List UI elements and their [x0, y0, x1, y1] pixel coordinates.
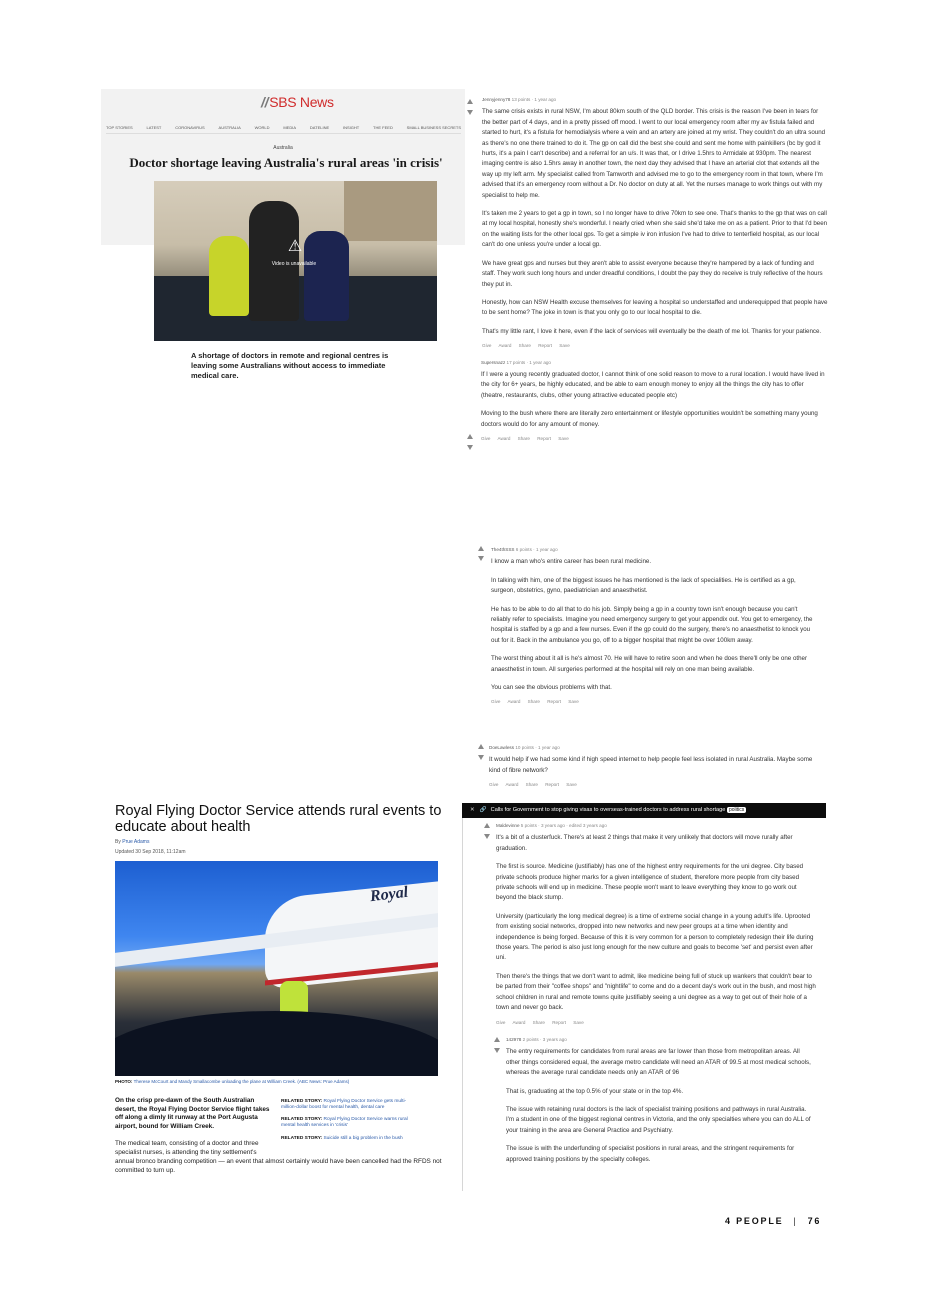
- comment-paragraph: The issue is with the underfunding of specialist positions in rural areas, and the stringent requirements for approved training positions by the specialty colleges.: [506, 1145, 795, 1163]
- reddit-comment: [506, 1035, 814, 1173]
- related-story-link[interactable]: RELATED STORY: Royal Flying Doctor Service gets multi-million-dollar boost for mental health, dental care: [281, 1099, 407, 1110]
- comment-actions[interactable]: Give Award Share Report Save: [496, 1019, 584, 1025]
- post-title[interactable]: Calls for Government to stop giving visas to overseas-trained doctors to address rural shortage: [490, 807, 726, 813]
- comment-author[interactable]: Supersnazz: [481, 359, 506, 365]
- photo-foreground-car: [115, 1011, 438, 1076]
- photo-cabinet: [344, 181, 437, 241]
- flair-badge[interactable]: politics: [728, 807, 745, 813]
- video-unavailable-text: Video is unavailable: [271, 261, 317, 267]
- comment-paragraph: It's a bit of a clusterfuck. There's at least 2 things that make it very unlikely that doctors will move rurally after graduation.: [496, 834, 793, 852]
- sbs-nav-bar: [106, 125, 461, 134]
- upvote-icon[interactable]: [478, 546, 484, 551]
- sbs-nav-item[interactable]: WORLD: [254, 125, 270, 130]
- rfds-body-text: annual bronco branding competition — an event that almost certainly would have been cancelled had the RFDS not committed to turn up.: [115, 1158, 442, 1174]
- sbs-section-label[interactable]: Australia: [273, 145, 293, 151]
- comment-paragraph: The first is source. Medicine (justifiably) has one of the highest entry requirements for the uni degree. City based private schools produce higher marks for a given intelligence of student, therefore more people from city based private schools will end up in medicine. These people won't want to leave everything they know to go work out beyond the black stump.: [496, 863, 804, 902]
- sbs-nav-item[interactable]: DATELINE: [309, 125, 330, 130]
- comment-paragraph: You can see the obvious problems with that.: [491, 684, 612, 692]
- reddit-comment: [489, 743, 821, 797]
- rfds-lede: On the crisp pre-dawn of the South Australian desert, the Royal Flying Doctor Service flight takes off along a dimly lit runway at the Port Augusta airport, bound for William Creek.: [115, 1097, 270, 1130]
- sbs-photo-caption: A shortage of doctors in remote and regional centres is leaving some Australians without access to immediate medical care.: [191, 351, 389, 380]
- sbs-nav-item[interactable]: MEDIA: [283, 125, 297, 130]
- downvote-icon[interactable]: [478, 556, 484, 561]
- comment-meta: The4thSSS 6 points · 1 year ago: [491, 547, 558, 552]
- rfds-body-text: The medical team, consisting of a doctor and three specialist nurses, is attending the tiny settlement's: [115, 1140, 259, 1156]
- warning-icon: ⚠: [287, 238, 303, 255]
- rfds-photo-caption: PHOTO: Therese McCourt and Mandy Smallacombe unloading the plane at William Creek. (ABC News: Prue Adams): [115, 1079, 350, 1084]
- sbs-headline: Doctor shortage leaving Australia's rural areas 'in crisis': [129, 155, 443, 170]
- thread-rail[interactable]: [462, 818, 463, 1191]
- comment-actions[interactable]: Give Award Share Report Save: [491, 699, 579, 705]
- reddit-comment: [491, 545, 818, 714]
- comment-paragraph: That's my little rant, I love it here, even if the lack of services will eventually be the death of me lol. Thanks for your patience.: [482, 327, 822, 335]
- sbs-news-logo[interactable]: //SBS News: [261, 94, 334, 110]
- footer-separator: |: [793, 1216, 798, 1226]
- comment-actions[interactable]: Give Award Share Report Save: [489, 782, 577, 788]
- comment-paragraph: He has to be able to do all that to do his job. Simply being a gp in a country town isn't enough because you can't reliably refer to specialists. Imagine you need emergency surgery to get your appendix out. You get to emergency, the hospital is staffed by a gp and a few nurses. Even if the gp could do the surgery, there's no anaesthetist to knock you out for it. Back in the ambulance you go, off to a bigger hospital that might be over 100km away.: [491, 605, 813, 644]
- comment-paragraph: I know a man who's entire career has been rural medicine.: [491, 558, 652, 566]
- related-story-link[interactable]: RELATED STORY: Royal Flying Doctor Service warns rural mental health services in 'crisis': [281, 1117, 408, 1128]
- sbs-nav-item[interactable]: SMALL BUSINESS SECRETS: [406, 125, 461, 130]
- sbs-logo-mark: //: [261, 94, 269, 110]
- sbs-nav-item[interactable]: AUSTRALIA: [218, 125, 241, 130]
- comment-meta: Maldevinne 5 points · 3 years ago · edited 3 years ago: [496, 823, 607, 828]
- publication-label: 4 PEOPLE: [725, 1216, 784, 1226]
- downvote-icon[interactable]: [478, 755, 484, 760]
- comment-paragraph: University (particularly the long medical degree) is a time of extreme social change in a young adult's life. Uprooted from existing social networks, dropped into new networks and new peer groups at a time when identity and independence is being forged. Because of this it is very common for a person to completely redesign their life during those years. The period is also just long enough for the new culture and goals to become 'set' and persist even after uni.: [496, 912, 814, 962]
- downvote-icon[interactable]: [467, 445, 473, 450]
- comment-paragraph: Moving to the bush where there are literally zero entertainment or lifestyle opportunities wouldn't be something many young doctors would do for any amount of money.: [481, 410, 818, 428]
- comment-paragraph: Honestly, how can NSW Health excuse themselves for leaving a hospital so understaffed and underequipped that people have to be sent home? The joke in town is that you only go to our local hospital to die.: [482, 298, 828, 317]
- comment-actions[interactable]: Give Award Share Report Save: [481, 435, 569, 441]
- comment-meta: 142978 2 points · 3 years ago: [506, 1037, 567, 1042]
- sbs-nav-item[interactable]: LATEST: [146, 125, 162, 130]
- comment-actions[interactable]: Give Award Share Report Save: [482, 343, 570, 349]
- upvote-icon[interactable]: [494, 1037, 500, 1042]
- comment-author[interactable]: The4thSSS: [491, 547, 515, 552]
- plane-livery-text: Royal: [369, 883, 410, 906]
- upvote-icon[interactable]: [467, 434, 473, 439]
- comment-paragraph: We have great gps and nurses but they aren't able to assist everyone because they're hampered by a lack of funding and staff. They work such long hours and under dreadful conditions, I doubt the pay they do receive is truly reflective of the hours they put in.: [482, 259, 823, 288]
- rfds-byline: By Prue Adams: [115, 839, 150, 845]
- comment-meta: Jennyjenny78 13 points · 1 year ago: [482, 97, 557, 102]
- comment-paragraph: That is, graduating at the top 0.5% of your state or in the top 4%.: [506, 1087, 684, 1095]
- comment-paragraph: It would help if we had some kind if high speed internet to help people feel less isolated in rural Australia. Maybe some kind of fibre network?: [489, 756, 813, 774]
- link-icon: 🔗: [479, 807, 487, 813]
- comment-paragraph: Then there's the things that we don't want to admit, like medicine being full of stuck up wankers that couldn't bear to be parted from their "coffee shops" and "nightlife" to come and do a decent day's work out in the bush, and most high school children in rural and remote towns quite justifiably seeing a uni degree as a way to get out of their hole of a town and never go back.: [496, 972, 816, 1012]
- page-number: 76: [807, 1216, 822, 1226]
- upvote-icon[interactable]: [484, 823, 490, 828]
- reddit-comment: [496, 821, 816, 1034]
- downvote-icon[interactable]: [484, 834, 490, 839]
- upvote-icon[interactable]: [467, 99, 473, 104]
- page-footer: [725, 1216, 821, 1226]
- close-icon[interactable]: ✕: [470, 807, 475, 813]
- comment-meta: DoeLawless 10 points · 1 year ago: [489, 745, 560, 750]
- post-title-bar[interactable]: [462, 803, 826, 818]
- sbs-nav-item[interactable]: INSIGHT: [342, 125, 360, 130]
- comment-paragraph: The entry requirements for candidates from rural areas are far lower than those from metropolitan areas. All other things considered equal, the average metro candidate will need an ATAR of 99.5 at most medical schools, whereas the average rural candidate needs only an ATAR of 96: [506, 1048, 811, 1077]
- comment-author[interactable]: Jennyjenny78: [482, 97, 511, 102]
- comment-meta: Supersnazz 17 points · 1 year ago: [481, 359, 551, 365]
- upvote-icon[interactable]: [478, 744, 484, 749]
- comment-paragraph: If I were a young recently graduated doctor, I cannot think of one solid reason to move to a rural location. I would have lived in the city for 6+ years, be highly educated, and be able to earn enough money to enjoy all the things the city has to offer (theatre, restaurants, clubs, other young attractive educated people etc): [481, 370, 825, 399]
- photo-person-boy: [209, 236, 249, 316]
- sbs-nav-item[interactable]: TOP STORIES: [106, 125, 133, 130]
- rfds-updated-date: Updated 30 Sep 2018, 11:12am: [115, 849, 186, 855]
- comment-author[interactable]: DoeLawless: [489, 745, 515, 750]
- sbs-nav-item[interactable]: CORONAVIRUS: [175, 125, 205, 130]
- comment-paragraph: The same crisis exists in rural NSW, I'm about 80km south of the QLD border. This crisis is the reason I've been in tears for the better part of 4 days, and in a pretty pissed off mood. I went to our local emergency room after my av fistula failed and started to hurt, it's a fistula for hemodialysis where a vein and an artery are joined at my wrist. They couldn't do an ultra sound as there's no one there trained to do it. The gp on call did the best she could and sent me home with painkillers (bc by god it hurts, it's a pain I can't describe) and a referral for an u/s. It was that, or I drive 1.5hrs to Armidale at 930pm. The nearest imaging centre is also 1.5hrs away in another town, the next day they advised that I have an arterial clot that extends all the way up my left arm. My specialist called from Tamworth and advised me to go to the emergency room in that town, where I'm advised that it's an emergency room without a Dr. No doctor on duty at all. Yet the nurses manage to work things out with my specialist to help me.: [482, 108, 826, 199]
- comment-author[interactable]: Maldevinne: [496, 823, 520, 828]
- comment-paragraph: In talking with him, one of the biggest issues he has mentioned is the lack of specialities. He is certified as a gp, surgeon, obstetrics, gyno, paediatrician and anaesthetist.: [491, 576, 796, 595]
- comment-paragraph: The issue with retaining rural doctors is the lack of specialist training positions and pathways in rural Australia. I'm a student in one of the biggest regional centres in Victoria, and the only specialties where you can do ALL of your training in the area are General Practice and Psychiatry.: [506, 1106, 811, 1134]
- rfds-article-title: Royal Flying Doctor Service attends rural events to educate about health: [115, 803, 442, 835]
- comment-paragraph: It's taken me 2 years to get a gp in town, so I no longer have to drive 70km to see one. That's thanks to the gp that was on call at my local hospital, honestly she's wonderful. I nearly cried when she said she'd take me on as a patient. Prior to that I'd been on the waiting lists for the other local gps. To get a simple iv iron infusion I've had to drive to tenterfield hospital, as our local can't do one unless you're under a local gp.: [482, 210, 828, 249]
- downvote-icon[interactable]: [467, 110, 473, 115]
- downvote-icon[interactable]: [494, 1048, 500, 1053]
- comment-paragraph: The worst thing about it all is he's almost 70. He will have to retire soon and when he does there'll only be one other anaesthetist in town. All surgeries performed at the hospital will rely on one man being available.: [491, 655, 808, 673]
- sbs-video-thumbnail[interactable]: [154, 181, 437, 341]
- rfds-plane-photo: [115, 861, 438, 1076]
- related-story-link[interactable]: RELATED STORY: Suicide still a big problem in the bush: [281, 1136, 403, 1141]
- reddit-comment: [481, 358, 827, 445]
- sbs-nav-item[interactable]: THE FEED: [373, 125, 393, 130]
- photo-person-girl: [304, 231, 349, 321]
- comment-author[interactable]: 142978: [506, 1037, 522, 1042]
- author-link[interactable]: Prue Adams: [122, 839, 150, 845]
- reddit-comment: [482, 95, 828, 450]
